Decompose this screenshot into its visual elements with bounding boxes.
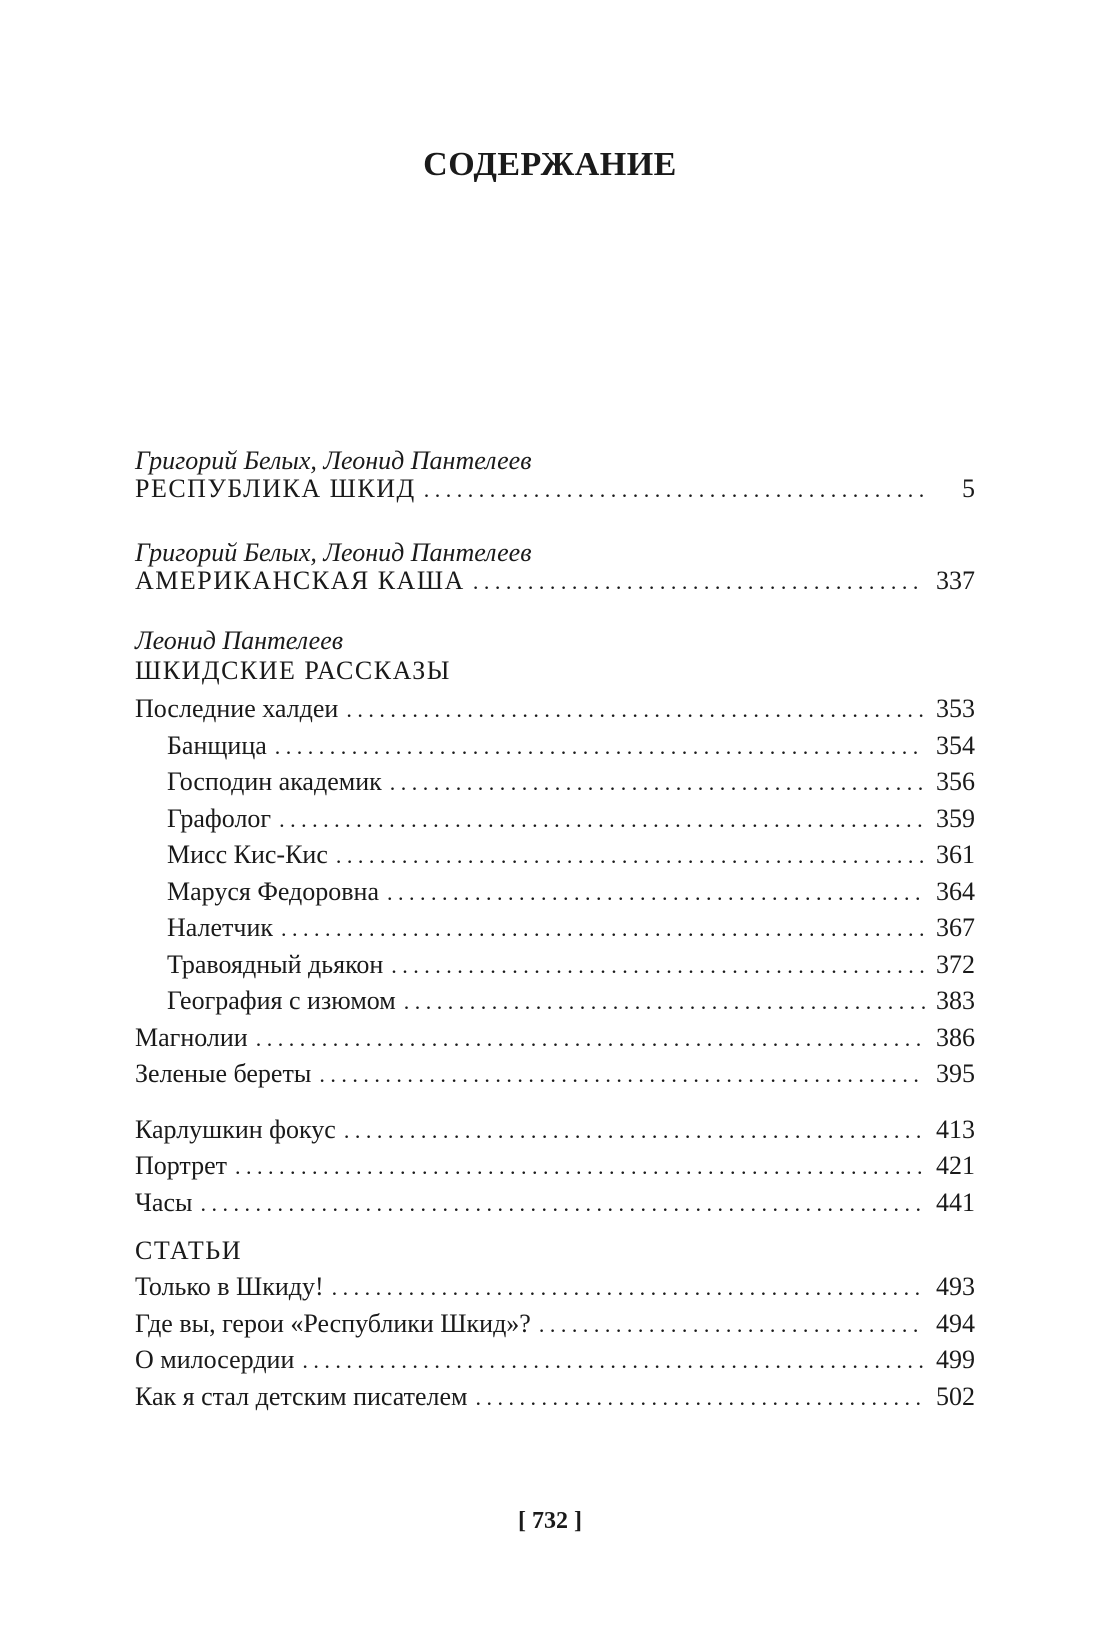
entry-title: Магнолии — [135, 1023, 248, 1052]
entry-title: Маруся Федоровна — [167, 877, 380, 906]
toc-entry[interactable] — [167, 950, 975, 984]
dot-leader — [336, 843, 925, 869]
toc-entry[interactable] — [135, 1382, 975, 1416]
entry-page: 367 — [936, 913, 975, 942]
dot-leader — [473, 569, 925, 595]
toc-entry[interactable] — [167, 731, 975, 765]
dot-leader — [281, 916, 925, 942]
entry-title: Налетчик — [167, 913, 274, 942]
toc-entry[interactable] — [167, 804, 975, 838]
toc-entry[interactable] — [167, 877, 975, 911]
entry-page: 359 — [936, 804, 975, 833]
toc-entry[interactable] — [135, 1188, 975, 1222]
entry-title: О милосердии — [135, 1345, 295, 1374]
dot-leader — [539, 1312, 925, 1338]
dot-leader — [319, 1062, 925, 1088]
entry-title: РЕСПУБЛИКА ШКИД — [135, 474, 416, 503]
dot-leader — [279, 807, 925, 833]
entry-page: 354 — [936, 731, 975, 760]
dot-leader — [424, 477, 925, 503]
toc-entry-respublika-shkid[interactable] — [135, 474, 975, 508]
entry-title: Где вы, герои «Республики Шкид»? — [135, 1309, 531, 1338]
dot-leader — [344, 1118, 925, 1144]
toc-entry[interactable] — [135, 1151, 975, 1185]
dot-leader — [332, 1275, 925, 1301]
toc-entry[interactable] — [135, 1023, 975, 1057]
toc-entry[interactable] — [167, 913, 975, 947]
dot-leader — [256, 1026, 925, 1052]
entry-page: 364 — [936, 877, 975, 906]
entry-title: Господин академик — [167, 767, 382, 796]
page-number: [ 732 ] — [518, 1508, 582, 1534]
toc-entry[interactable] — [135, 1272, 975, 1306]
dot-leader — [404, 989, 925, 1015]
author-line: Григорий Белых, Леонид Пантелеев — [135, 538, 532, 567]
entry-page: 421 — [936, 1151, 975, 1180]
entry-title: Карлушкин фокус — [135, 1115, 336, 1144]
entry-title: АМЕРИКАНСКАЯ КАША — [135, 566, 465, 595]
toc-entry-amerikanskaya-kasha[interactable] — [135, 566, 975, 600]
entry-title: География с изюмом — [167, 986, 396, 1015]
toc-entry[interactable] — [135, 1115, 975, 1149]
entry-page: 413 — [936, 1115, 975, 1144]
dot-leader — [302, 1348, 925, 1374]
entry-title: Только в Шкиду! — [135, 1272, 324, 1301]
author-line: Леонид Пантелеев — [135, 626, 344, 655]
toc-entry[interactable] — [135, 694, 975, 728]
entry-title: Зеленые береты — [135, 1059, 312, 1088]
entry-title: Портрет — [135, 1151, 228, 1180]
entry-page: 372 — [936, 950, 975, 979]
entry-page: 493 — [936, 1272, 975, 1301]
entry-page: 395 — [936, 1059, 975, 1088]
toc-entry[interactable] — [167, 767, 975, 801]
entry-page: 356 — [936, 767, 975, 796]
entry-page: 502 — [936, 1382, 975, 1411]
page-title: СОДЕРЖАНИЕ — [423, 146, 677, 183]
dot-leader — [391, 953, 925, 979]
dot-leader — [476, 1385, 925, 1411]
entry-page: 441 — [936, 1188, 975, 1217]
entry-page: 337 — [936, 566, 975, 595]
dot-leader — [275, 734, 925, 760]
toc-entry[interactable] — [135, 1345, 975, 1379]
entry-page: 361 — [936, 840, 975, 869]
dot-leader — [346, 697, 925, 723]
toc-entry[interactable] — [135, 1059, 975, 1093]
author-line: Григорий Белых, Леонид Пантелеев — [135, 446, 532, 475]
entry-page: 353 — [936, 694, 975, 723]
section-heading: СТАТЬИ — [135, 1236, 243, 1265]
toc-entry[interactable] — [167, 986, 975, 1020]
toc-entry[interactable] — [135, 1309, 975, 1343]
entry-page: 386 — [936, 1023, 975, 1052]
entry-page: 499 — [936, 1345, 975, 1374]
entry-title: Мисс Кис-Кис — [167, 840, 328, 869]
entry-title: Травоядный дьякон — [167, 950, 384, 979]
dot-leader — [235, 1154, 925, 1180]
dot-leader — [387, 880, 925, 906]
entry-page: 383 — [936, 986, 975, 1015]
entry-title: Банщица — [167, 731, 267, 760]
entry-page: 5 — [962, 474, 975, 503]
dot-leader — [200, 1191, 925, 1217]
entry-page: 494 — [936, 1309, 975, 1338]
entry-title: Как я стал детским писателем — [135, 1382, 468, 1411]
entry-title: Последние халдеи — [135, 694, 339, 723]
toc-entry[interactable] — [167, 840, 975, 874]
entry-title: Часы — [135, 1188, 193, 1217]
entry-title: Графолог — [167, 804, 272, 833]
section-heading: ШКИДСКИЕ РАССКАЗЫ — [135, 656, 451, 685]
dot-leader — [390, 770, 925, 796]
